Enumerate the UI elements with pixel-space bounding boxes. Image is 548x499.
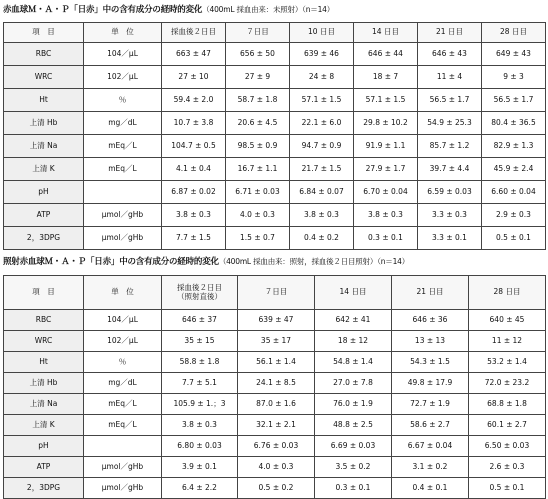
table-cell: 642 ± 41 <box>315 310 392 331</box>
table-row <box>4 112 546 135</box>
table2-header-col-irradiation <box>162 276 238 310</box>
table-cell: 45.9 ± 2.4 <box>482 158 546 181</box>
table-cell: 53.2 ± 1.4 <box>469 352 546 373</box>
table-cell: 6.76 ± 0.03 <box>238 436 315 457</box>
table-cell: 104.7 ± 0.5 <box>162 135 226 158</box>
table-cell: 48.8 ± 2.5 <box>315 415 392 436</box>
table-row <box>4 478 546 499</box>
table-cell: 3.8 ± 0.3 <box>354 204 418 227</box>
table-cell: 3.8 ± 0.3 <box>290 204 354 227</box>
table-cell: 57.1 ± 1.5 <box>290 89 354 112</box>
row-unit: mEq／L <box>84 394 162 415</box>
table2-header-col: ７日目 <box>238 276 315 310</box>
table1-header-col: 10 日目 <box>290 23 354 43</box>
row-item-label: pH <box>4 181 84 204</box>
table-cell: 59.4 ± 2.0 <box>162 89 226 112</box>
table-cell: 2.9 ± 0.3 <box>482 204 546 227</box>
table-cell: 27 ± 10 <box>162 66 226 89</box>
table-row <box>4 457 546 478</box>
row-item-label: 上清 Na <box>4 394 84 415</box>
table-cell: 82.9 ± 1.3 <box>482 135 546 158</box>
table-cell: 68.8 ± 1.8 <box>469 394 546 415</box>
table-cell: 11 ± 12 <box>469 331 546 352</box>
table-cell: 4.0 ± 0.3 <box>226 204 290 227</box>
table-row <box>4 204 546 227</box>
table-cell: 6.84 ± 0.07 <box>290 181 354 204</box>
table1-title-line <box>3 3 334 15</box>
table-cell: 6.87 ± 0.02 <box>162 181 226 204</box>
table-cell: 94.7 ± 0.9 <box>290 135 354 158</box>
table2-header-row <box>4 276 546 310</box>
table-cell: 646 ± 36 <box>392 310 469 331</box>
table-cell: 3.9 ± 0.1 <box>162 457 238 478</box>
table1-header-col: 28 日目 <box>482 23 546 43</box>
row-item-label: 上清 K <box>4 158 84 181</box>
table-row <box>4 394 546 415</box>
table-cell: 16.7 ± 1.1 <box>226 158 290 181</box>
table-cell: 87.0 ± 1.6 <box>238 394 315 415</box>
table-cell: 49.8 ± 17.9 <box>392 373 469 394</box>
row-item-label: 上清 K <box>4 415 84 436</box>
table-cell: 6.71 ± 0.03 <box>226 181 290 204</box>
table-cell: 0.3 ± 0.1 <box>354 227 418 250</box>
table-cell: 20.6 ± 4.5 <box>226 112 290 135</box>
row-unit: μmol／gHb <box>84 478 162 499</box>
table-cell: 663 ± 47 <box>162 43 226 66</box>
table-cell: 7.7 ± 1.5 <box>162 227 226 250</box>
table-cell: 32.1 ± 2.1 <box>238 415 315 436</box>
table1-header-col: ７日目 <box>226 23 290 43</box>
row-item-label: 2，3DPG <box>4 227 84 250</box>
table1-header-col: 21 日目 <box>418 23 482 43</box>
table2-title-line <box>3 255 409 267</box>
table2-header-col: 21 日目 <box>392 276 469 310</box>
table-cell: 10.7 ± 3.8 <box>162 112 226 135</box>
table-cell: 39.7 ± 4.4 <box>418 158 482 181</box>
row-item-label: pH <box>4 436 84 457</box>
table-cell: 91.9 ± 1.1 <box>354 135 418 158</box>
table-cell: 22.1 ± 6.0 <box>290 112 354 135</box>
row-unit: ％ <box>84 352 162 373</box>
table-cell: 29.8 ± 10.2 <box>354 112 418 135</box>
table-cell: 35 ± 17 <box>238 331 315 352</box>
row-item-label: ATP <box>4 457 84 478</box>
table1-header-unit: 単 位 <box>84 23 162 43</box>
table-cell: 35 ± 15 <box>162 331 238 352</box>
table-cell: 646 ± 44 <box>354 43 418 66</box>
table-cell: 646 ± 37 <box>162 310 238 331</box>
table1-header-col: 採血後２日目 <box>162 23 226 43</box>
row-item-label: 上清 Hb <box>4 373 84 394</box>
table-cell: 58.7 ± 1.8 <box>226 89 290 112</box>
table-row <box>4 158 546 181</box>
table-row <box>4 436 546 457</box>
table-cell: 6.60 ± 0.04 <box>482 181 546 204</box>
table-cell: 649 ± 43 <box>482 43 546 66</box>
table-cell: 6.50 ± 0.03 <box>469 436 546 457</box>
row-item-label: WRC <box>4 331 84 352</box>
table2-header-item: 項 目 <box>4 276 84 310</box>
table-cell: 0.5 ± 0.2 <box>238 478 315 499</box>
table-cell: 56.1 ± 1.4 <box>238 352 315 373</box>
row-unit: mg／dL <box>84 373 162 394</box>
table1-subtitle: （400mL 採血由来：未照射）（n＝14） <box>202 5 335 14</box>
row-item-label: 2，3DPG <box>4 478 84 499</box>
table-cell: 0.5 ± 0.1 <box>469 478 546 499</box>
table-cell: 0.4 ± 0.1 <box>392 478 469 499</box>
table-cell: 1.5 ± 0.7 <box>226 227 290 250</box>
row-unit: mg／dL <box>84 112 162 135</box>
table-cell: 6.70 ± 0.04 <box>354 181 418 204</box>
table-cell: 6.67 ± 0.04 <box>392 436 469 457</box>
table-cell: 3.1 ± 0.2 <box>392 457 469 478</box>
row-unit: mEq／L <box>84 135 162 158</box>
table-cell: 3.5 ± 0.2 <box>315 457 392 478</box>
row-unit: mEq／L <box>84 158 162 181</box>
table-row <box>4 66 546 89</box>
table1 <box>3 22 546 250</box>
table-cell: 72.0 ± 23.2 <box>469 373 546 394</box>
row-unit: 102／μL <box>84 331 162 352</box>
table-cell: 656 ± 50 <box>226 43 290 66</box>
table-cell: 54.9 ± 25.3 <box>418 112 482 135</box>
table-cell: 3.8 ± 0.3 <box>162 415 238 436</box>
table-cell: 6.4 ± 2.2 <box>162 478 238 499</box>
table-row <box>4 181 546 204</box>
table-cell: 85.7 ± 1.2 <box>418 135 482 158</box>
row-item-label: Ht <box>4 352 84 373</box>
table-cell: 646 ± 43 <box>418 43 482 66</box>
table-cell: 27.0 ± 7.8 <box>315 373 392 394</box>
table-cell: 3.3 ± 0.3 <box>418 204 482 227</box>
table1-header-row <box>4 23 546 43</box>
table-row <box>4 373 546 394</box>
table-cell: 11 ± 4 <box>418 66 482 89</box>
table-cell: 9 ± 3 <box>482 66 546 89</box>
table2-header-col: 14 日目 <box>315 276 392 310</box>
table-cell: 21.7 ± 1.5 <box>290 158 354 181</box>
table-row <box>4 43 546 66</box>
table-cell: 6.59 ± 0.03 <box>418 181 482 204</box>
table-cell: 2.6 ± 0.3 <box>469 457 546 478</box>
table-cell: 58.8 ± 1.8 <box>162 352 238 373</box>
table1-header-col: 14 日目 <box>354 23 418 43</box>
table-cell: 57.1 ± 1.5 <box>354 89 418 112</box>
table-row <box>4 89 546 112</box>
row-unit: μmol／gHb <box>84 457 162 478</box>
table-cell: 24.1 ± 8.5 <box>238 373 315 394</box>
table-cell: 639 ± 46 <box>290 43 354 66</box>
table-cell: 4.0 ± 0.3 <box>238 457 315 478</box>
row-item-label: RBC <box>4 310 84 331</box>
table-cell: 6.80 ± 0.03 <box>162 436 238 457</box>
table-cell: 7.7 ± 5.1 <box>162 373 238 394</box>
row-unit: μmol／gHb <box>84 204 162 227</box>
table-cell: 18 ± 7 <box>354 66 418 89</box>
table-cell: 27 ± 9 <box>226 66 290 89</box>
table1-header-item: 項 目 <box>4 23 84 43</box>
table2-header-unit: 単 位 <box>84 276 162 310</box>
table-cell: 639 ± 47 <box>238 310 315 331</box>
table-cell: 76.0 ± 1.9 <box>315 394 392 415</box>
table-cell: 56.5 ± 1.7 <box>418 89 482 112</box>
table2-header-col: 28 日目 <box>469 276 546 310</box>
table-cell: 80.4 ± 36.5 <box>482 112 546 135</box>
table-cell: 0.4 ± 0.2 <box>290 227 354 250</box>
row-unit <box>84 181 162 204</box>
table-row <box>4 352 546 373</box>
table-cell: 56.5 ± 1.7 <box>482 89 546 112</box>
row-item-label: WRC <box>4 66 84 89</box>
table1-title: 赤血球Ｍ・Ａ・Ｐ「日赤」中の含有成分の経時的変化 <box>3 5 203 15</box>
table-cell: 27.9 ± 1.7 <box>354 158 418 181</box>
row-unit: mEq／L <box>84 415 162 436</box>
row-unit: ％ <box>84 89 162 112</box>
table2-header-col1-line2: （照射直後） <box>177 291 222 301</box>
table-cell: 72.7 ± 1.9 <box>392 394 469 415</box>
table-row <box>4 415 546 436</box>
table-cell: 58.6 ± 2.7 <box>392 415 469 436</box>
row-item-label: RBC <box>4 43 84 66</box>
table-row <box>4 331 546 352</box>
table2 <box>3 275 546 499</box>
table-cell: 24 ± 8 <box>290 66 354 89</box>
row-unit: 104／μL <box>84 310 162 331</box>
row-unit <box>84 436 162 457</box>
table-cell: 54.3 ± 1.5 <box>392 352 469 373</box>
table-cell: 105.9 ± 1.；3 <box>162 394 238 415</box>
row-unit: μmol／gHb <box>84 227 162 250</box>
table-row <box>4 310 546 331</box>
table-cell: 3.8 ± 0.3 <box>162 204 226 227</box>
table-cell: 0.5 ± 0.1 <box>482 227 546 250</box>
table-row <box>4 227 546 250</box>
table-row <box>4 135 546 158</box>
table-cell: 0.3 ± 0.1 <box>315 478 392 499</box>
table2-title: 照射赤血球Ｍ・Ａ・Ｐ「日赤」中の含有成分の経時的変化 <box>3 257 219 267</box>
table-cell: 13 ± 13 <box>392 331 469 352</box>
table-cell: 60.1 ± 2.7 <box>469 415 546 436</box>
row-unit: 104／μL <box>84 43 162 66</box>
table-cell: 54.8 ± 1.4 <box>315 352 392 373</box>
row-item-label: 上清 Na <box>4 135 84 158</box>
table2-header-col1-line1: 採血後２日目 <box>177 282 222 292</box>
table2-subtitle: （400mL 採血由来：照射，採血後２日目照射）（n＝14） <box>218 257 410 266</box>
table-cell: 4.1 ± 0.4 <box>162 158 226 181</box>
table-cell: 98.5 ± 0.9 <box>226 135 290 158</box>
row-unit: 102／μL <box>84 66 162 89</box>
table-cell: 640 ± 45 <box>469 310 546 331</box>
row-item-label: Ht <box>4 89 84 112</box>
table-cell: 18 ± 12 <box>315 331 392 352</box>
table-cell: 6.69 ± 0.03 <box>315 436 392 457</box>
row-item-label: 上清 Hb <box>4 112 84 135</box>
table-cell: 3.3 ± 0.1 <box>418 227 482 250</box>
row-item-label: ATP <box>4 204 84 227</box>
